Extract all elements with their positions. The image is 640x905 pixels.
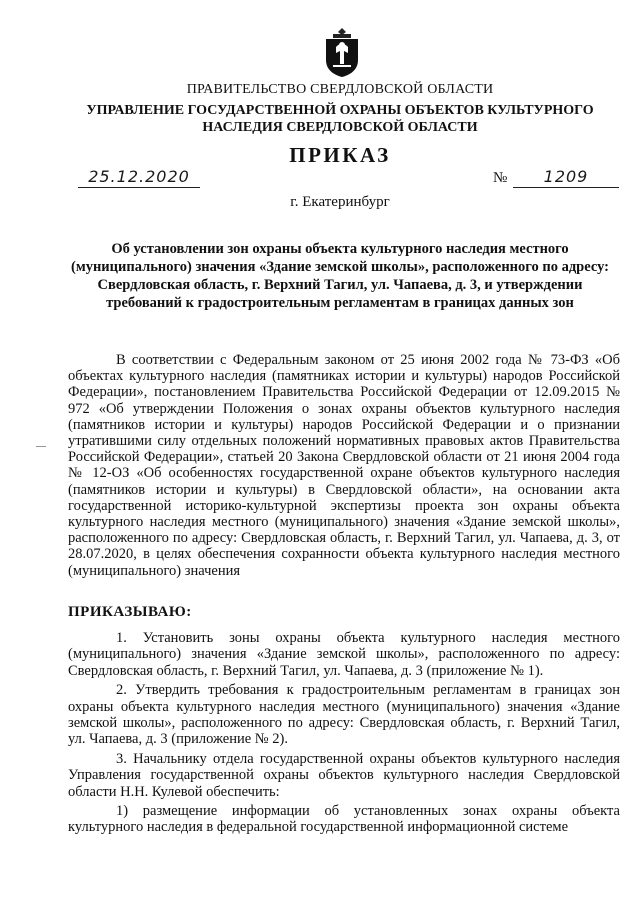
department-name: УПРАВЛЕНИЕ ГОСУДАРСТВЕННОЙ ОХРАНЫ ОБЪЕКТОВ КУЛЬТУРНОГО НАСЛЕДИЯ СВЕРДЛОВСКОЙ ОБЛАСТИ (86, 103, 594, 135)
city: г. Екатеринбург (290, 194, 390, 210)
number-label: № (493, 170, 508, 186)
order-item-3: 3. Начальнику отдела государственной охраны объектов культурного наследия Управления государственной охраны объектов культурного наследия Свердловской области Н.Н. Кулевой обеспечить: (68, 750, 620, 800)
order-items (68, 630, 620, 839)
order-subject: Об установлении зон охраны объекта культурного наследия местного (муниципального) значения «Здание земской школы», расположенного по адресу: Свердловская область, г. Верхний Тагил, ул. Чапаева, д. 3, и утверждении требований к градостроительным регламентам в границах данных зон (71, 241, 609, 311)
order-number: 1209 (513, 167, 619, 188)
order-item-1: 1. Установить зоны охраны объекта культурного наследия местного (муниципального) значения «Здание земской школы», расположенного по адресу: Свердловская область, г. Верхний Тагил, ул. Чапаева, д. 3 (приложение № 1). (68, 630, 620, 679)
margin-mark (36, 446, 46, 447)
order-subitem-1: 1) размещение информации об установленных зонах охраны объекта культурного наследия в федеральной государственной информационной системе (68, 803, 620, 836)
order-directive: ПРИКАЗЫВАЮ: (68, 604, 192, 620)
coat-of-arms-icon (322, 26, 362, 78)
preamble-paragraph: В соответствии с Федеральным законом от 25 июня 2002 года № 73-ФЗ «Об объектах культурного наследия (памятниках истории и культуры) народов Российской Федерации», постановлением Правительства Российской Федерации от 12.09.2015 № 972 «Об утверждении Положения о зонах охраны объектов культурного наследия (памятников истории и культуры) народов Российской Федерации и о признании утратившими силу отдельных положений нормативных правовых актов Правительства Российской Федерации», статьей 20 Закона Свердловской области от 21 июня 2004 года № 12-ОЗ «Об особенностях государственной охране объектов культурного наследия (памятников истории и культуры) в Свердловской области», на основании акта государственной историко-культурной экспертизы проекта зон охраны объекта культурного наследия местного (муниципального) значения «Здание земской школы», расположенного по адресу: Свердловская область, г. Верхний Тагил, ул. Чапаева, д. 3, от 28.07.2020, в целях обеспечения сохранности объекта культурного наследия местного (муниципального) значения (68, 352, 620, 579)
document-type: ПРИКАЗ (289, 143, 391, 167)
order-item-2: 2. Утвердить требования к градостроительным регламентам в границах зон охраны объекта культурного наследия местного (муниципального) значения «Здание земской школы», расположенного по адресу: Свердловская область, г. Верхний Тагил, ул. Чапаева, д. 3 (приложение № 2). (68, 682, 620, 748)
government-name: ПРАВИТЕЛЬСТВО СВЕРДЛОВСКОЙ ОБЛАСТИ (186, 82, 494, 97)
order-date: 25.12.2020 (78, 167, 200, 188)
